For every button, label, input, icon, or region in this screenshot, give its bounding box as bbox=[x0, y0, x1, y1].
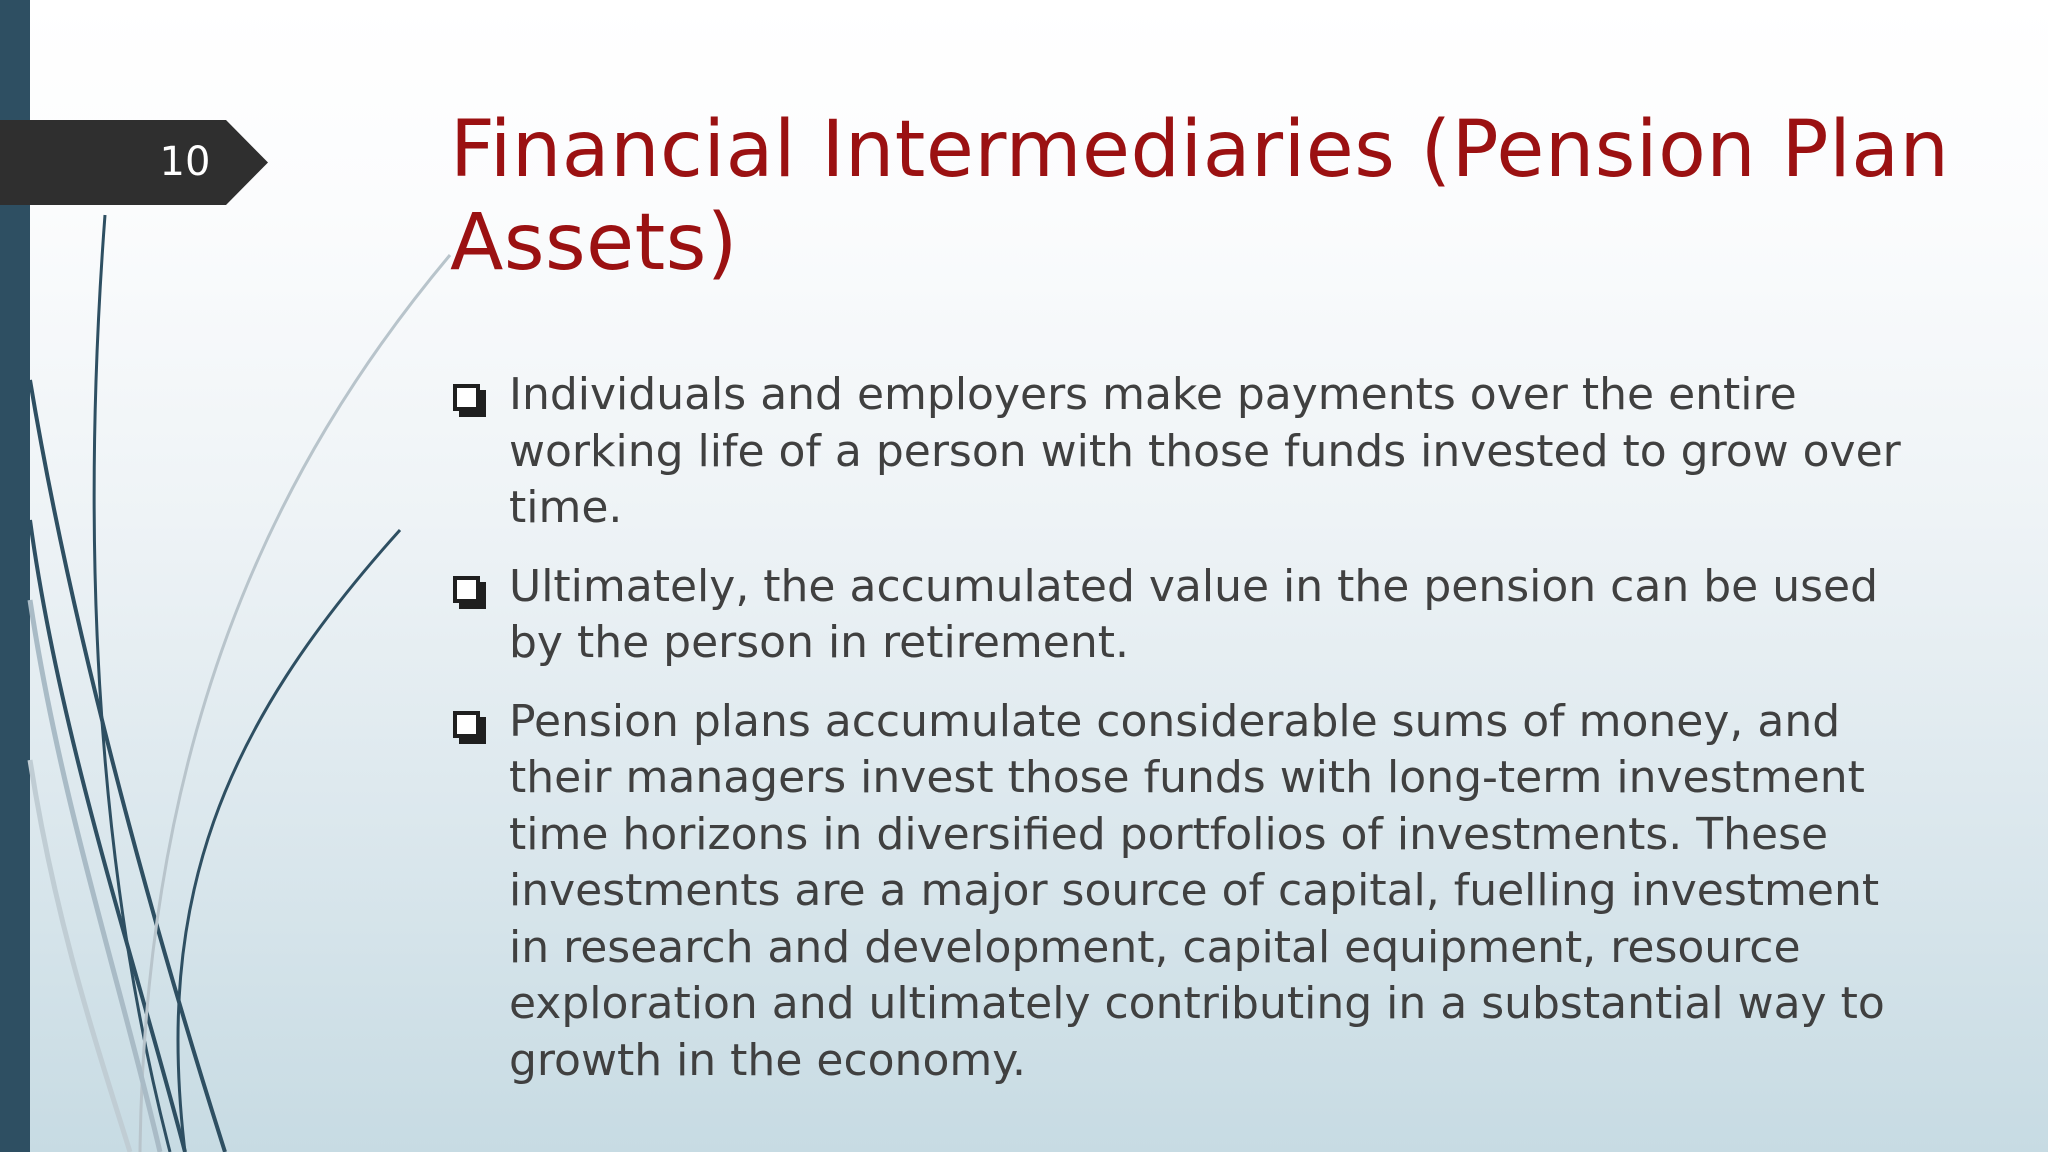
decor-curve bbox=[30, 520, 185, 1152]
decor-curve bbox=[178, 530, 400, 1152]
bullet-text: Ultimately, the accumulated value in the pension can be used by the person in retirement. bbox=[509, 560, 1879, 668]
bullet-item bbox=[450, 559, 1930, 672]
page-number: 10 bbox=[159, 139, 211, 185]
checkbox-square-icon bbox=[453, 711, 480, 738]
bullet-list bbox=[450, 367, 1930, 1111]
decor-curve bbox=[140, 255, 450, 1152]
bullet-text: Individuals and employers make payments over the entire working life of a person with those funds invested to grow over time. bbox=[509, 369, 1901, 533]
checkbox-square-icon bbox=[453, 576, 480, 603]
decor-curve bbox=[30, 760, 130, 1152]
slide-title: Financial Intermediaries (Pension Plan Assets) bbox=[450, 105, 1950, 288]
decor-curve bbox=[94, 215, 170, 1152]
bullet-item bbox=[450, 367, 1930, 537]
bullet-item bbox=[450, 694, 1930, 1090]
checkbox-square-icon bbox=[453, 384, 480, 411]
page-number-tab bbox=[0, 120, 268, 205]
bullet-text: Pension plans accumulate considerable sums of money, and their managers invest those funds with long-term investment time horizons in diversified portfolios of investments. These investments are a major source of capital, fuelling investment in research and development, capital equipment, resource exploration and ultimately contributing in a substantial way to growth in the economy. bbox=[509, 695, 1885, 1086]
